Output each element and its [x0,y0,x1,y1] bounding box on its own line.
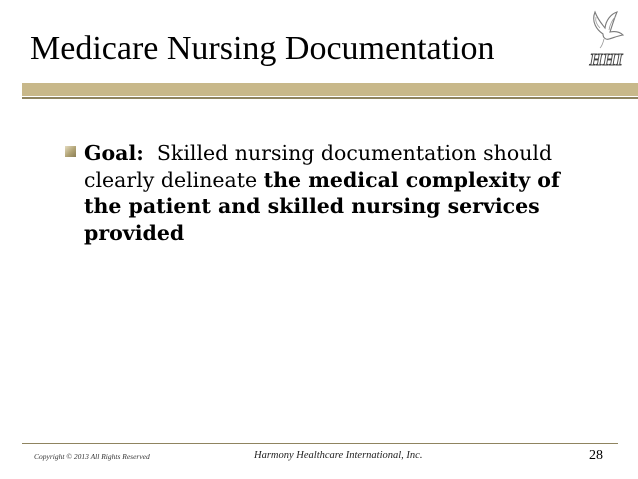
bullet-text [84,140,565,246]
hhi-logo [573,8,635,70]
title-underline-bar [22,83,638,96]
dove-logo-icon [573,8,635,70]
logo-text: HHI [589,50,623,69]
title-underline-rule [22,97,638,99]
bullet-label: Goal: [84,141,144,165]
footer-company: Harmony Healthcare International, Inc. [254,450,423,461]
page-number: 28 [589,448,603,463]
footer-rule [22,443,618,444]
bullet-emphasis: the medical complexity of the patient and skilled nursing services provided [84,167,560,245]
bullet-body: Skilled nursing documentation should clearly delineate [84,141,553,192]
bullet-square-icon [65,146,76,157]
footer-copyright: Copyright © 2013 All Rights Reserved [34,452,150,461]
slide-title: Medicare Nursing Documentation [30,30,495,67]
bullet-item [65,140,565,246]
